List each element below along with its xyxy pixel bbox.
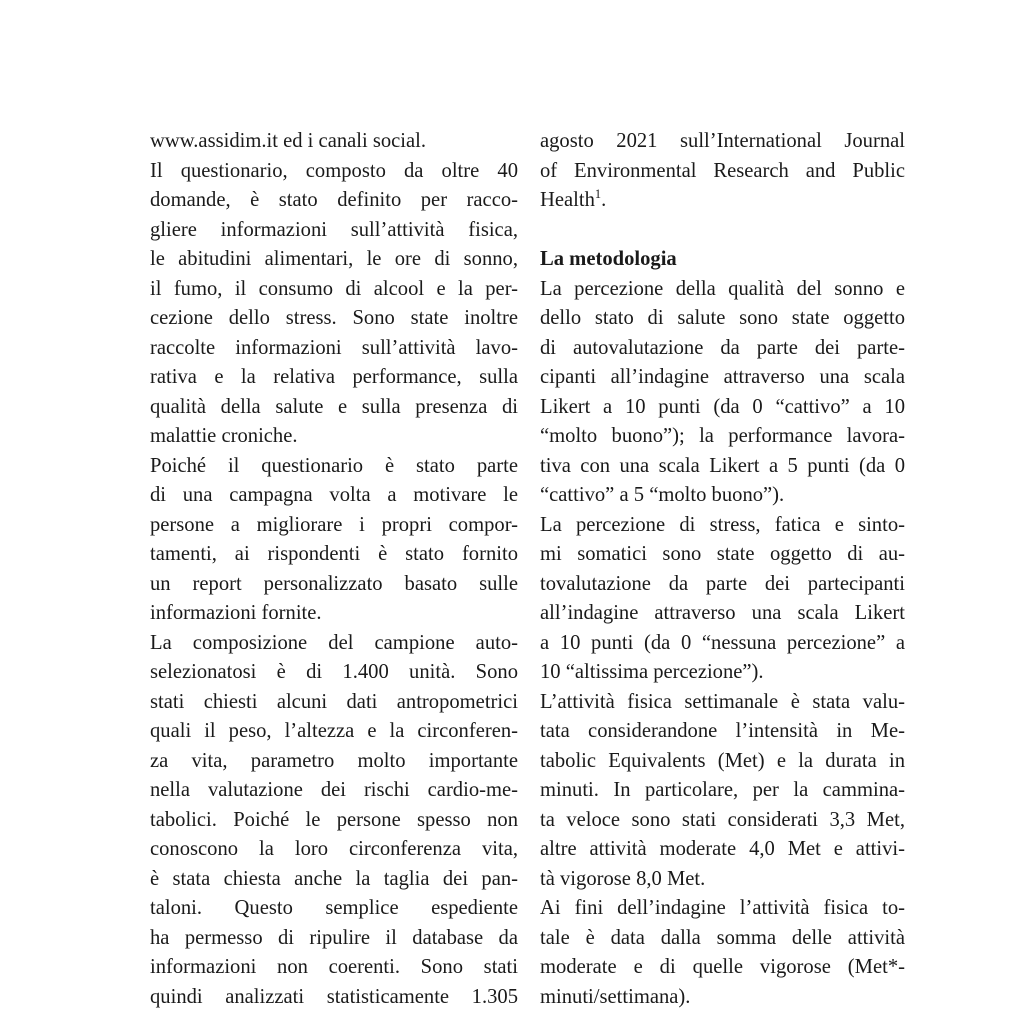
section-heading: La metodologia [540,248,677,270]
text-line: altre attività moderate 4,0 Met e attivi- [540,838,905,860]
text-line: rativa e la relativa performance, sulla [150,366,518,388]
text-line: a 10 punti (da 0 “nessuna percezione” a [540,631,905,654]
text-line: cezione dello stress. Sono state inoltre [150,307,518,329]
text-line: selezionatosi è di 1.400 unità. Sono [150,661,518,683]
text-line: un report personalizzato basato sulle [150,572,518,595]
text-line: taloni. Questo semplice espediente [150,897,518,919]
paragraph-sleep-perception [540,275,905,511]
text-line: conoscono la loro circonferenza vita, [150,838,518,860]
text-line: agosto 2021 sull’International Journal [540,130,905,152]
text-line: tale è data dalla somma delle attività [540,926,905,949]
text-line: le abitudini alimentari, le ore di sonno, [150,248,518,270]
text-line: qualità della salute e sulla presenza di [150,395,518,418]
text-line: dello stato di salute sono state oggetto [540,307,905,329]
paragraph-questionnaire [150,157,518,452]
text-line: www.assidim.it ed i canali social. [150,130,427,152]
paragraph-sample [150,629,518,1013]
text-line: informazioni fornite. [150,602,322,624]
text-line: di una campagna volta a motivare le [150,484,518,506]
text-line: persone a migliorare i propri compor- [150,513,518,536]
text-line: La percezione di stress, fatica e sinto- [540,513,905,536]
paragraph-website [150,127,518,157]
text-line: ta veloce sono stati considerati 3,3 Met, [540,808,905,831]
text-line: La composizione del campione auto- [150,631,518,654]
text-line: Poiché il questionario è stato parte [150,454,518,477]
text-line: nella valutazione dei rischi cardio-me- [150,779,518,801]
right-column [540,127,905,1012]
text-line: di autovalutazione da parte dei parte- [540,336,905,359]
text-line: domande, è stato definito per racco- [150,189,518,211]
text-line: quali il peso, l’altezza e la circonferen- [150,720,518,742]
text-line: mi somatici sono state oggetto di au- [540,543,905,565]
paragraph-campaign [150,452,518,629]
text-line: 10 “altissima percezione”). [540,661,764,683]
text-line: minuti. In particolare, per la cammina- [540,779,905,801]
text-line: tovalutazione da parte dei partecipanti [540,572,905,595]
text-line: tabolici. Poiché le persone spesso non [150,808,518,831]
text-line: “cattivo” a 5 “molto buono”). [540,484,785,506]
text-line: stati chiesti alcuni dati antropometrici [150,690,518,713]
text-line: L’attività fisica settimanale è stata valu- [540,690,905,713]
text-line: raccolte informazioni sull’attività lavo- [150,336,518,359]
text-line: tà vigorose 8,0 Met. [540,867,706,890]
text-line: of Environmental Research and Public [540,159,905,182]
text-line: tabolic Equivalents (Met) e la durata in [540,749,905,772]
text-line: “molto buono”); la performance lavora- [540,425,905,447]
text-line: malattie croniche. [150,425,298,447]
footnote-marker: 1 [594,187,602,202]
text-line: il fumo, il consumo di alcool e la per- [150,277,518,300]
journal-name-end: Health [540,189,595,211]
text-line [540,186,905,216]
text-line: moderate e di quelle vigorose (Met*- [540,956,905,978]
text-line: informazioni non coerenti. Sono stati [150,956,518,978]
text-line: cipanti all’indagine attraverso una scala [540,366,905,388]
text-line: quindi analizzati statisticamente 1.305 [150,985,518,1008]
text-line: gliere informazioni sull’attività fisica, [150,218,518,241]
text-line: minuti/settimana). [540,985,691,1008]
text-line: tamenti, ai rispondenti è stato fornito [150,543,518,565]
text-line: Il questionario, composto da oltre 40 [150,159,518,182]
text-line: za vita, parametro molto importante [150,749,518,772]
text-line: è stata chiesta anche la taglia dei pan- [150,867,518,890]
text-line: Likert a 10 punti (da 0 “cattivo” a 10 [540,395,905,418]
text-line: all’indagine attraverso una scala Likert [540,602,905,624]
paragraph-total-activity [540,894,905,1012]
paragraph-publication [540,127,905,216]
text-line: La percezione della qualità del sonno e [540,277,905,300]
period: . [601,189,607,211]
text-line: ha permesso di ripulire il database da [150,926,518,949]
text-line: tata considerandone l’intensità in Me- [540,720,905,742]
paragraph-stress-perception [540,511,905,688]
paragraph-physical-activity [540,688,905,895]
paragraph-gap [540,216,905,246]
text-line: tiva con una scala Likert a 5 punti (da 0 [540,454,905,477]
text-line: Ai fini dell’indagine l’attività fisica to- [540,897,905,919]
left-column [150,127,518,1012]
